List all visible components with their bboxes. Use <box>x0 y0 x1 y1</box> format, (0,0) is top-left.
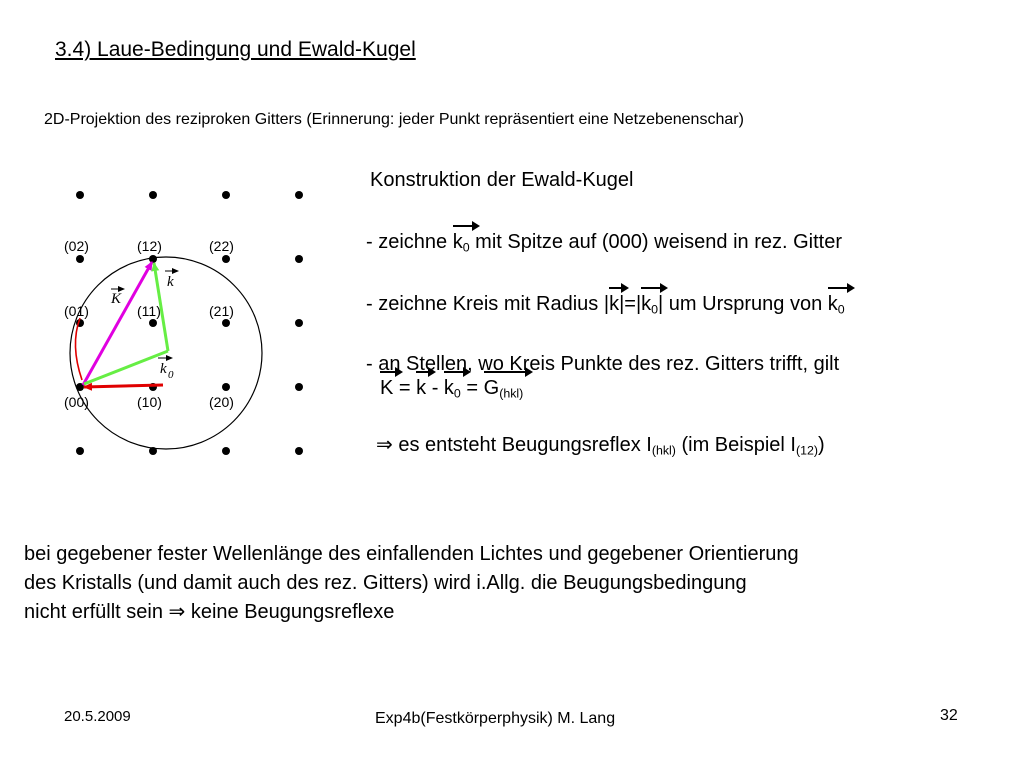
lattice-point <box>76 255 84 263</box>
lattice-points <box>76 191 303 455</box>
lattice-label-12: (12) <box>137 238 162 254</box>
vector-k0-letter: k <box>827 293 838 315</box>
vector-label-k0: k <box>160 361 167 377</box>
bottom-line-3b: keine Beugungsreflexe <box>185 601 395 623</box>
lattice-label-10: (10) <box>137 394 162 410</box>
lattice-point <box>149 319 157 327</box>
vector-G-symbol <box>484 376 524 400</box>
page-number: 32 <box>940 707 958 724</box>
vector-k0-sub: 0 <box>837 302 845 317</box>
lattice-point <box>222 383 230 391</box>
vector-k0-sub: 0 <box>453 386 461 401</box>
lattice-label-20: (20) <box>209 394 234 410</box>
step-4-sub-a: (hkl) <box>651 443 676 458</box>
step-2-text-a: - zeichne Kreis mit Radius | <box>366 293 610 315</box>
lattice-label-22: (22) <box>209 238 234 254</box>
lattice-label-02: (02) <box>64 238 89 254</box>
vector-k0-sub: 0 <box>462 240 470 255</box>
lattice-point <box>222 319 230 327</box>
lattice-label-00: (00) <box>64 394 89 410</box>
step-3-line-1: - an Stellen, wo Kreis Punkte des rez. Gitters trifft, gilt <box>366 353 840 375</box>
step-1 <box>366 230 842 254</box>
lattice-point <box>149 191 157 199</box>
vector-k0-sub: 0 <box>651 302 659 317</box>
lattice-point <box>149 447 157 455</box>
step-2-text-c: | um Ursprung von <box>658 293 828 315</box>
step-4 <box>376 433 825 457</box>
vector-label-k0-sub: 0 <box>168 369 174 381</box>
lattice-point <box>222 447 230 455</box>
vector-k-symbol: k <box>416 377 427 399</box>
step-4-text-b: (im Beispiel I <box>675 434 796 456</box>
step-3-eq-3: = <box>460 377 484 399</box>
step-4-text-a: es entsteht Beugungsreflex I <box>392 434 652 456</box>
step-3 <box>366 352 839 400</box>
step-4-text-c: ) <box>818 434 825 456</box>
vector-k0-letter: k <box>452 231 463 253</box>
vector-G-letter: G <box>483 377 500 399</box>
step-4-sub-b: (12) <box>795 443 818 458</box>
vector-k0 <box>84 385 163 387</box>
implies-arrow: ⇒ <box>376 434 393 456</box>
bottom-line-3 <box>24 598 799 627</box>
step-3-eq-2: - <box>426 377 444 399</box>
step-3-eq-1: = <box>393 377 417 399</box>
step-3-equation <box>366 376 839 400</box>
lattice-point <box>149 255 157 263</box>
bottom-paragraph <box>24 540 799 627</box>
lattice-label-21: (21) <box>209 303 234 319</box>
step-2-text-b: |=| <box>619 293 642 315</box>
lattice-point <box>295 255 303 263</box>
lattice-point <box>295 319 303 327</box>
vector-k0-letter: k <box>443 377 454 399</box>
footer-date: 20.5.2009 <box>64 708 131 725</box>
bottom-line-2: des Kristalls (und damit auch des rez. Gitters) wird i.Allg. die Beugungsbedingung <box>24 572 747 594</box>
vector-k-symbol: k <box>609 293 620 315</box>
vector-G-sub: (hkl) <box>499 386 524 401</box>
lattice-point <box>76 447 84 455</box>
lattice-point <box>76 191 84 199</box>
slide-subtitle: 2D-Projektion des reziproken Gitters (Erinnerung: jeder Punkt repräsentiert eine Netzebenenschar) <box>44 111 744 128</box>
vector-label-k: k <box>167 274 174 290</box>
bottom-line-1: bei gegebener fester Wellenlänge des einfallenden Lichtes und gegebener Orientierung <box>24 543 799 565</box>
lattice-label-01: (01) <box>64 303 89 319</box>
vector-k-start <box>84 351 168 384</box>
lattice-point <box>295 383 303 391</box>
lattice-point <box>295 191 303 199</box>
vector-k0-letter: k <box>641 293 652 315</box>
lattice-point <box>295 447 303 455</box>
lattice-point <box>222 191 230 199</box>
implies-arrow: ⇒ <box>168 601 186 623</box>
vector-K-symbol: K <box>380 377 394 399</box>
footer-center: Exp4b(Festkörperphysik) M. Lang <box>375 710 616 727</box>
lattice-point <box>222 255 230 263</box>
vector-k0-symbol <box>444 376 461 400</box>
vector-k0-symbol <box>641 292 658 316</box>
vector-k0-symbol <box>453 230 470 254</box>
vector-K <box>83 262 152 385</box>
step-1-text-b: mit Spitze auf (000) weisend in rez. Gitter <box>469 231 842 253</box>
lattice-label-11: (11) <box>137 303 161 319</box>
construction-heading: Konstruktion der Ewald-Kugel <box>370 169 634 191</box>
bottom-line-3a: nicht erfüllt sein <box>24 601 169 623</box>
slide-title: 3.4) Laue-Bedingung und Ewald-Kugel <box>55 38 416 61</box>
vector-k0-symbol <box>828 292 845 316</box>
step-2 <box>366 292 845 316</box>
vector-label-K: K <box>111 291 122 307</box>
step-1-text-a: - zeichne <box>366 231 453 253</box>
rotation-arc <box>75 318 82 380</box>
